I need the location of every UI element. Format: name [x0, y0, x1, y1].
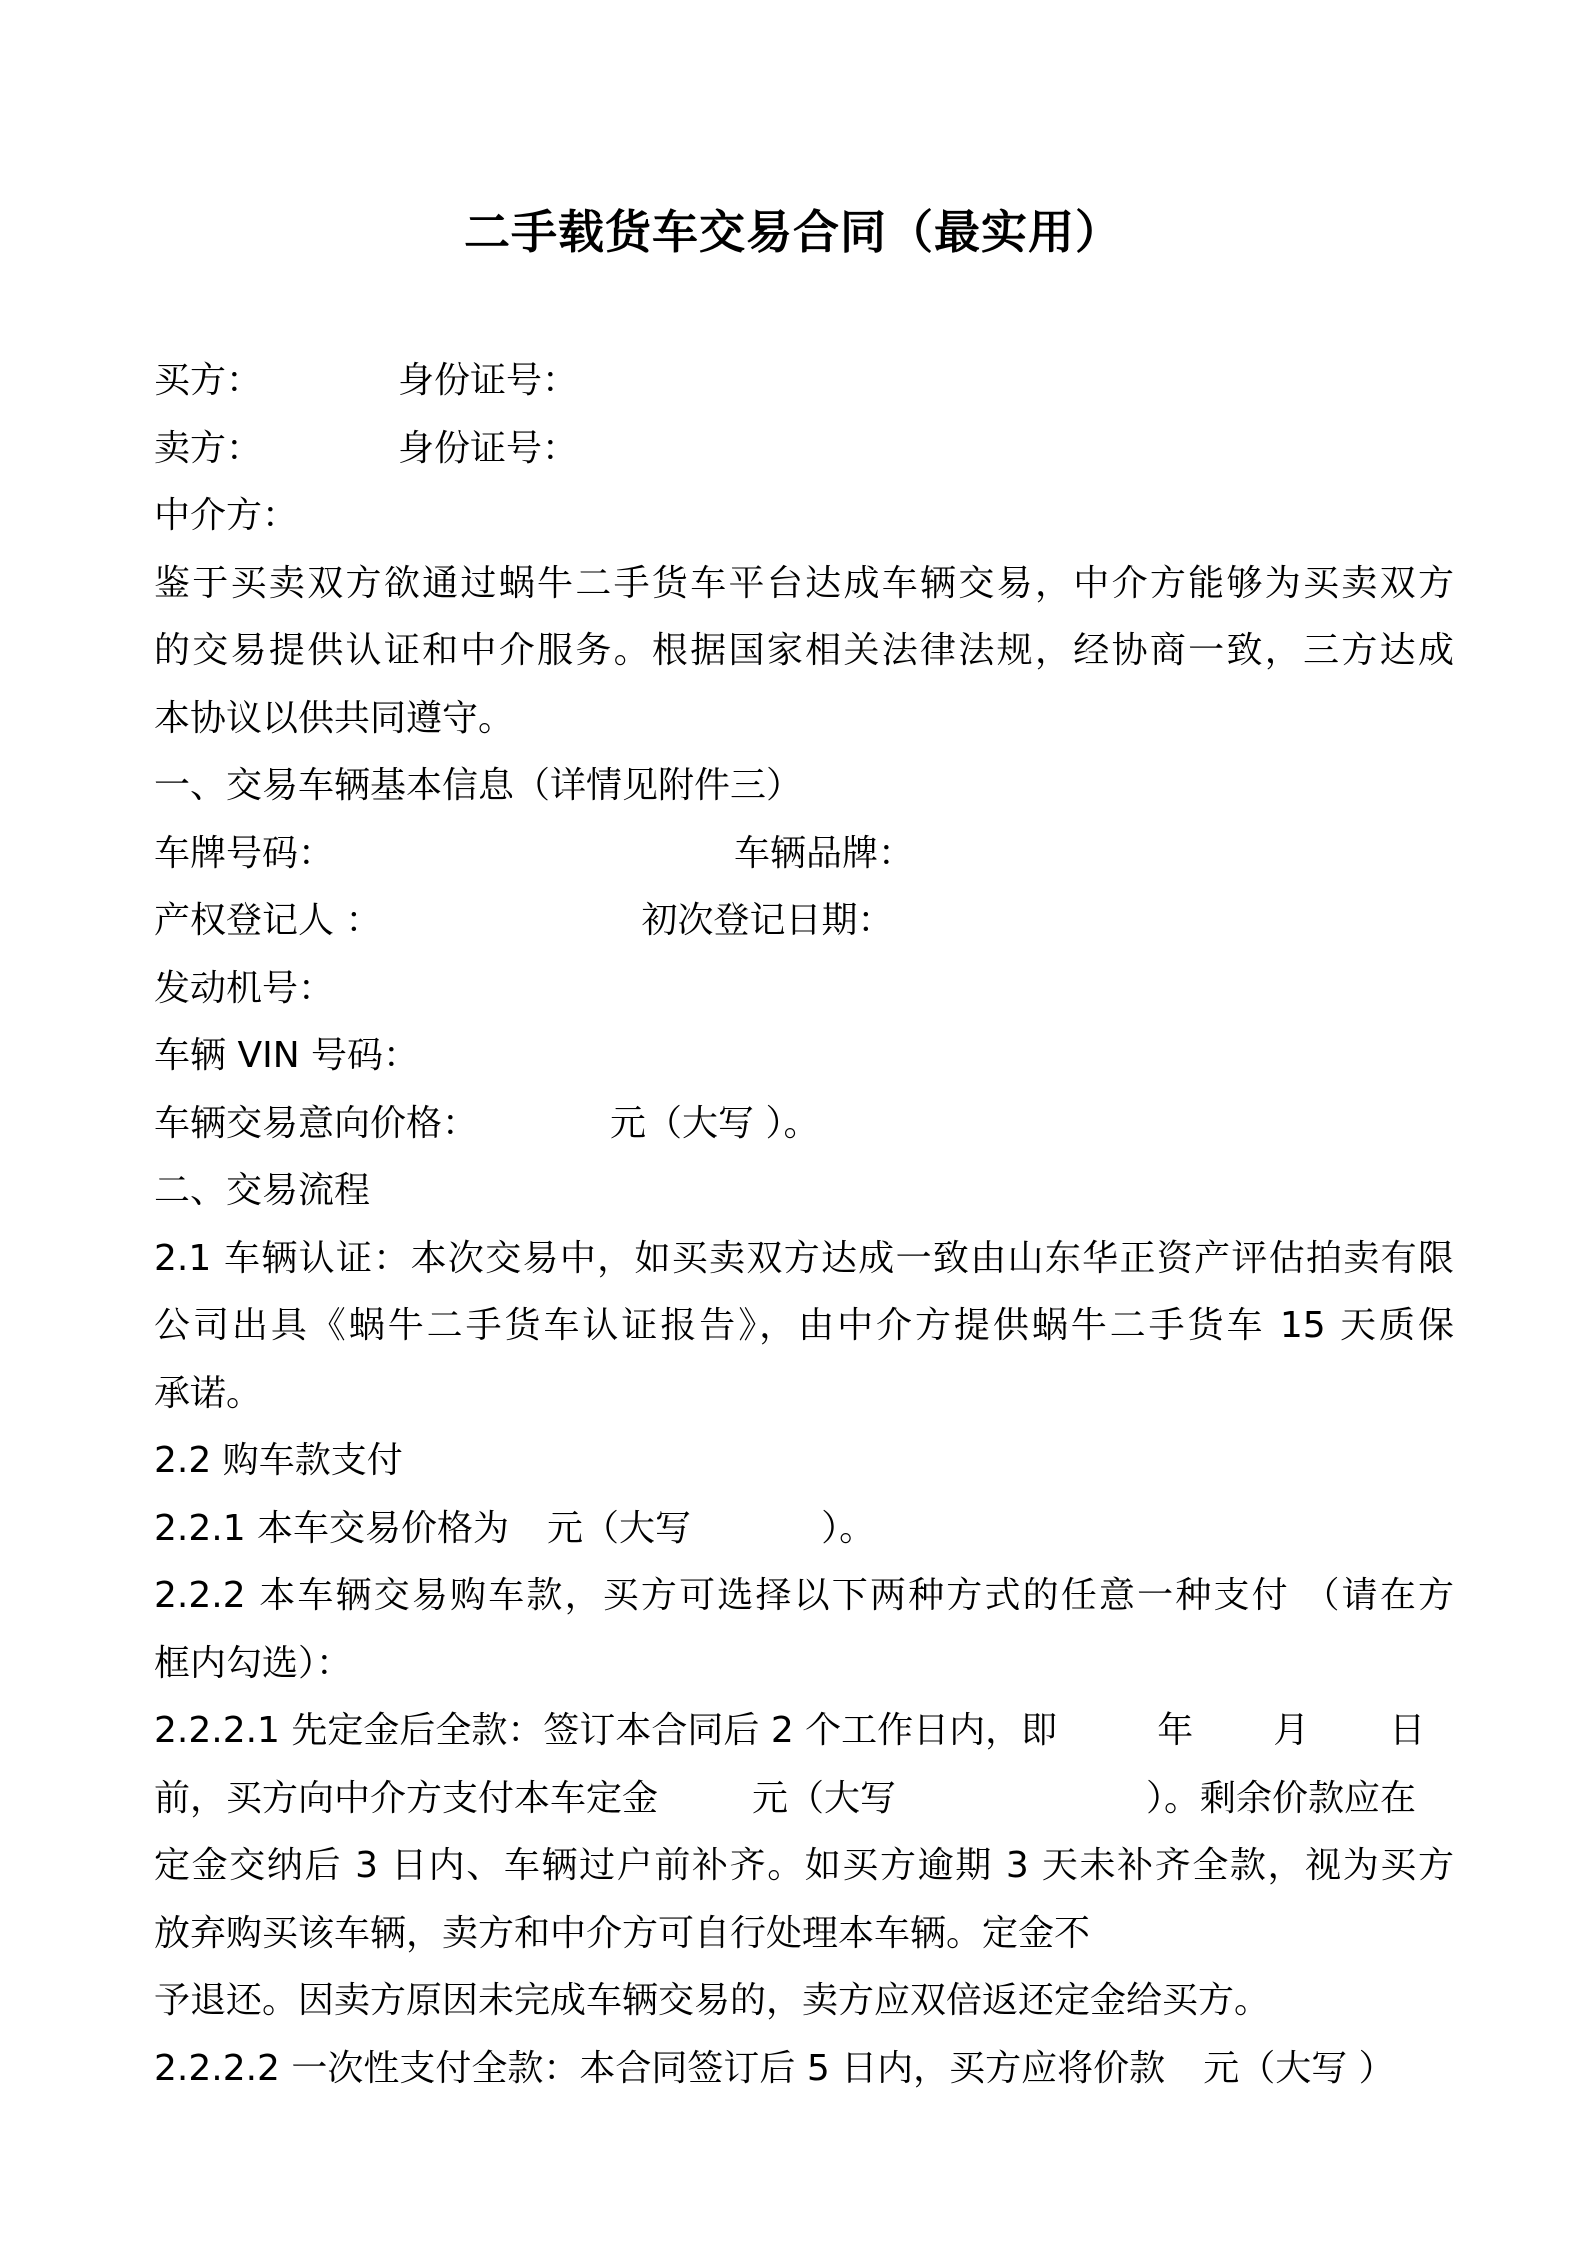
preamble-line: 的交易提供认证和中介服务。根据国家相关法律法规，经协商一致，三方达成 — [154, 630, 1454, 671]
s2221-line: 定金交纳后 3 日内、车辆过户前补齐。如买方逾期 3 天未补齐全款，视为买方 — [154, 1845, 1454, 1886]
s21-line: 公司出具《蜗牛二手货车认证报告》，由中介方提供蜗牛二手货车 15 天质保 — [154, 1305, 1454, 1346]
vin-line: 车辆 VIN 号码： — [154, 1035, 420, 1076]
s2221-line — [154, 1697, 1454, 1765]
s221-prefix: 2.2.1 本车交易价格为 — [154, 1507, 510, 1549]
section1-heading: 一、交易车辆基本信息（详情见附件三） — [154, 765, 803, 806]
s222-line: 2.2.2 本车辆交易购车款，买方可选择以下两种方式的任意一种支付 （请在方 — [154, 1575, 1454, 1616]
s2221-line: 放弃购买该车辆，卖方和中介方可自行处理本车辆。定金不 — [154, 1912, 1091, 1954]
s221-suffix: ）。 — [821, 1507, 876, 1549]
s2221-line — [154, 1765, 1454, 1833]
s221-mid: 元（大写 — [547, 1507, 692, 1549]
buyer-label: 买方： — [154, 360, 263, 401]
s2221-day: 日 — [1389, 1710, 1426, 1751]
brand-label: 车辆品牌： — [734, 832, 915, 874]
s21-line: 2.1 车辆认证：本次交易中，如买卖双方达成一致由山东华正资产评估拍卖有限 — [154, 1237, 1454, 1279]
s21-line: 承诺。 — [154, 1372, 263, 1414]
s221-line — [154, 1495, 1454, 1563]
preamble-line: 本协议以供共同遵守。 — [154, 697, 515, 739]
price-label: 车辆交易意向价格： — [154, 1102, 479, 1144]
s2222-prefix: 2.2.2.2 一次性支付全款：本合同签订后 5 日内，买方应将价款 — [154, 2047, 1166, 2089]
agent-label: 中介方： — [154, 495, 299, 536]
price-line — [154, 1090, 1454, 1158]
s2221-line2-mid: 元（大写 — [752, 1777, 897, 1819]
document-title: 二手载货车交易合同（最实用） — [464, 205, 1122, 259]
engine-line: 发动机号： — [154, 967, 335, 1009]
plate-brand-line — [154, 820, 1454, 888]
s2221-line2-prefix: 前，买方向中介方支付本车定金 — [154, 1777, 659, 1819]
s2221-line2-suffix: ）。剩余价款应在 — [1146, 1777, 1417, 1819]
seller-line — [154, 415, 1454, 483]
owner-label: 产权登记人 ： — [154, 900, 382, 941]
plate-label: 车牌号码： — [154, 832, 335, 874]
buyer-id-label: 身份证号： — [398, 360, 579, 401]
s2222-line — [154, 2035, 1454, 2103]
first-reg-label: 初次登记日期： — [641, 900, 894, 941]
price-suffix: 元（大写 ）。 — [610, 1102, 820, 1144]
preamble-line: 鉴于买卖双方欲通过蜗牛二手货车平台达成车辆交易，中介方能够为买卖双方 — [154, 562, 1454, 604]
s2221-year: 年 — [1157, 1710, 1194, 1751]
s2221-prefix: 2.2.2.1 先定金后全款：签订本合同后 2 个工作日内，即 — [154, 1710, 1058, 1751]
s2221-month: 月 — [1273, 1710, 1310, 1751]
seller-label: 卖方： — [154, 427, 263, 469]
buyer-line — [154, 347, 1454, 415]
s22-heading: 2.2 购车款支付 — [154, 1440, 403, 1481]
s222-line: 框内勾选）： — [154, 1642, 353, 1684]
s2222-suffix: 元（大写 ） — [1203, 2047, 1395, 2089]
agent-line — [154, 482, 1454, 550]
seller-id-label: 身份证号： — [398, 427, 579, 469]
section2-heading: 二、交易流程 — [154, 1170, 371, 1211]
contract-body — [154, 347, 1454, 2102]
owner-reg-line — [154, 887, 1454, 955]
s2221-line: 予退还。因卖方原因未完成车辆交易的，卖方应双倍返还定金给买方。 — [154, 1980, 1271, 2021]
